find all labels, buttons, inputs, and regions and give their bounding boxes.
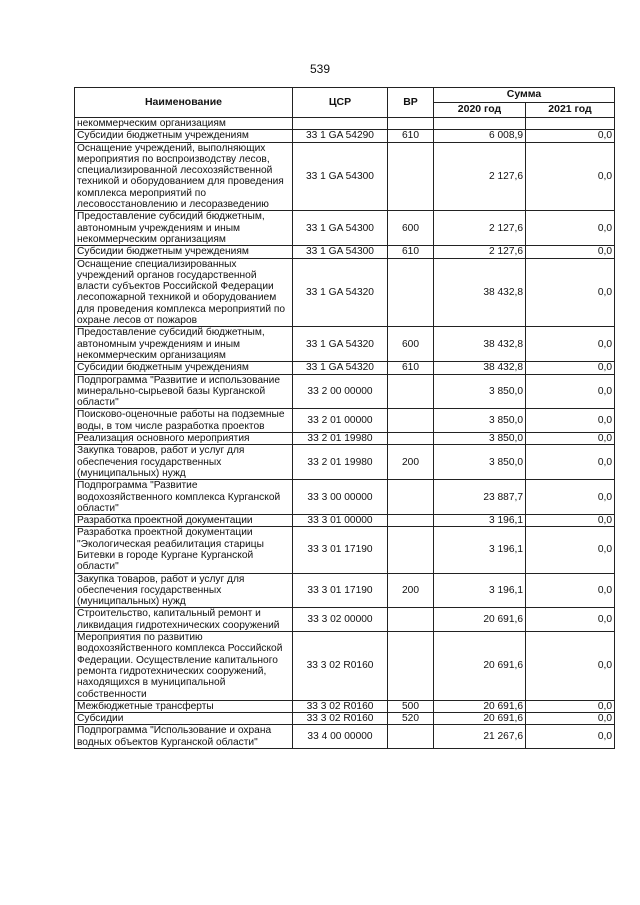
cell-2021: 0,0 xyxy=(526,515,615,527)
cell-name: Субсидии бюджетным учреждениям xyxy=(75,130,293,142)
cell-name: некоммерческим организациям xyxy=(75,118,293,130)
table-row xyxy=(75,327,615,362)
cell-2020: 2 127,6 xyxy=(434,246,526,258)
cell-name: Закупка товаров, работ и услуг для обеспечения государственных (муниципальных) нужд xyxy=(75,573,293,608)
cell-2021: 0,0 xyxy=(526,713,615,725)
cell-csr: 33 1 GA 54320 xyxy=(293,362,388,374)
cell-2020: 38 432,8 xyxy=(434,362,526,374)
cell-vr xyxy=(388,374,434,409)
cell-name: Поисково-оценочные работы на подземные воды, в том числе разработка проектов xyxy=(75,409,293,433)
cell-vr xyxy=(388,118,434,130)
table-row xyxy=(75,608,615,632)
cell-name: Мероприятия по развитию водохозяйственного комплекса Российской Федерации. Осуществление капитального ремонта гидротехнических сооружений, находящихся в муниципальной собственности xyxy=(75,632,293,701)
cell-vr xyxy=(388,608,434,632)
cell-2021: 0,0 xyxy=(526,409,615,433)
cell-2021: 0,0 xyxy=(526,246,615,258)
cell-2020: 3 196,1 xyxy=(434,527,526,573)
table-row xyxy=(75,142,615,211)
cell-csr: 33 2 01 00000 xyxy=(293,409,388,433)
table-row xyxy=(75,445,615,480)
cell-2020: 20 691,6 xyxy=(434,713,526,725)
header-vr: ВР xyxy=(388,88,434,118)
cell-vr: 610 xyxy=(388,246,434,258)
table-row xyxy=(75,725,615,749)
cell-name: Оснащение учреждений, выполняющих мероприятия по воспроизводству лесов, специализированной лесохозяйственной техникой и оборудованием для проведения комплекса мероприятий по лесовосстановлению и лесоразведению xyxy=(75,142,293,211)
cell-2021: 0,0 xyxy=(526,327,615,362)
cell-vr xyxy=(388,527,434,573)
cell-vr xyxy=(388,142,434,211)
cell-vr: 600 xyxy=(388,211,434,246)
cell-2020: 38 432,8 xyxy=(434,258,526,327)
table-header xyxy=(75,88,615,118)
cell-name: Разработка проектной документации xyxy=(75,515,293,527)
cell-name: Субсидии бюджетным учреждениям xyxy=(75,246,293,258)
cell-vr: 610 xyxy=(388,130,434,142)
table-row xyxy=(75,118,615,130)
cell-csr: 33 3 01 17190 xyxy=(293,527,388,573)
cell-csr: 33 3 01 00000 xyxy=(293,515,388,527)
cell-2020: 38 432,8 xyxy=(434,327,526,362)
cell-2021: 0,0 xyxy=(526,130,615,142)
cell-2021: 0,0 xyxy=(526,445,615,480)
cell-2020: 21 267,6 xyxy=(434,725,526,749)
cell-csr: 33 1 GA 54320 xyxy=(293,258,388,327)
cell-vr xyxy=(388,258,434,327)
header-name: Наименование xyxy=(75,88,293,118)
table-row xyxy=(75,700,615,712)
budget-table xyxy=(74,87,615,749)
cell-vr xyxy=(388,515,434,527)
cell-2020: 3 850,0 xyxy=(434,433,526,445)
cell-2020: 2 127,6 xyxy=(434,142,526,211)
cell-name: Реализация основного мероприятия xyxy=(75,433,293,445)
cell-name: Закупка товаров, работ и услуг для обеспечения государственных (муниципальных) нужд xyxy=(75,445,293,480)
cell-2021: 0,0 xyxy=(526,142,615,211)
table-row xyxy=(75,573,615,608)
table-row xyxy=(75,130,615,142)
cell-vr xyxy=(388,433,434,445)
cell-csr: 33 3 02 00000 xyxy=(293,608,388,632)
cell-csr: 33 4 00 00000 xyxy=(293,725,388,749)
header-year-2021: 2021 год xyxy=(526,103,615,118)
table-row xyxy=(75,713,615,725)
cell-vr: 520 xyxy=(388,713,434,725)
cell-csr: 33 3 02 R0160 xyxy=(293,713,388,725)
cell-2021: 0,0 xyxy=(526,211,615,246)
table-row xyxy=(75,515,615,527)
cell-2020: 20 691,6 xyxy=(434,700,526,712)
cell-csr: 33 2 01 19980 xyxy=(293,433,388,445)
cell-vr xyxy=(388,480,434,515)
cell-2021: 0,0 xyxy=(526,362,615,374)
cell-csr: 33 3 02 R0160 xyxy=(293,700,388,712)
cell-csr: 33 1 GA 54290 xyxy=(293,130,388,142)
cell-2021: 0,0 xyxy=(526,632,615,701)
cell-csr: 33 1 GA 54300 xyxy=(293,211,388,246)
cell-2020: 3 196,1 xyxy=(434,573,526,608)
table-row xyxy=(75,632,615,701)
cell-name: Разработка проектной документации "Экологическая реабилитация старицы Битевки в городе Кургане Курганской области" xyxy=(75,527,293,573)
table-row xyxy=(75,258,615,327)
cell-2020: 3 850,0 xyxy=(434,374,526,409)
cell-name: Подпрограмма "Развитие и использование минерально-сырьевой базы Курганской области" xyxy=(75,374,293,409)
cell-name: Подпрограмма "Использование и охрана водных объектов Курганской области" xyxy=(75,725,293,749)
page-number: 539 xyxy=(309,62,331,76)
cell-2020: 3 196,1 xyxy=(434,515,526,527)
cell-name: Межбюджетные трансферты xyxy=(75,700,293,712)
header-year-2020: 2020 год xyxy=(434,103,526,118)
cell-2020 xyxy=(434,118,526,130)
cell-2020: 20 691,6 xyxy=(434,632,526,701)
cell-2021 xyxy=(526,118,615,130)
table-row xyxy=(75,409,615,433)
cell-vr: 200 xyxy=(388,573,434,608)
cell-vr: 610 xyxy=(388,362,434,374)
cell-csr xyxy=(293,118,388,130)
cell-name: Субсидии xyxy=(75,713,293,725)
cell-2020: 23 887,7 xyxy=(434,480,526,515)
table-row xyxy=(75,480,615,515)
cell-2021: 0,0 xyxy=(526,480,615,515)
cell-name: Строительство, капитальный ремонт и ликвидация гидротехнических сооружений xyxy=(75,608,293,632)
table-row xyxy=(75,362,615,374)
cell-2020: 3 850,0 xyxy=(434,445,526,480)
cell-csr: 33 3 01 17190 xyxy=(293,573,388,608)
cell-name: Предоставление субсидий бюджетным, автономным учреждениям и иным некоммерческим организациям xyxy=(75,211,293,246)
header-sum: Сумма xyxy=(434,88,615,103)
cell-2021: 0,0 xyxy=(526,374,615,409)
table-body xyxy=(75,118,615,749)
cell-2021: 0,0 xyxy=(526,258,615,327)
cell-csr: 33 2 00 00000 xyxy=(293,374,388,409)
cell-csr: 33 3 02 R0160 xyxy=(293,632,388,701)
cell-csr: 33 1 GA 54300 xyxy=(293,246,388,258)
cell-name: Предоставление субсидий бюджетным, автономным учреждениям и иным некоммерческим организациям xyxy=(75,327,293,362)
cell-2021: 0,0 xyxy=(526,700,615,712)
cell-name: Подпрограмма "Развитие водохозяйственного комплекса Курганской области" xyxy=(75,480,293,515)
cell-csr: 33 1 GA 54320 xyxy=(293,327,388,362)
cell-vr: 500 xyxy=(388,700,434,712)
cell-2021: 0,0 xyxy=(526,433,615,445)
table-row xyxy=(75,211,615,246)
cell-2020: 3 850,0 xyxy=(434,409,526,433)
cell-name: Оснащение специализированных учреждений органов государственной власти субъектов Российской Федерации лесопожарной техникой и оборудованием для проведения комплекса мероприятий по охране лесов от пожаров xyxy=(75,258,293,327)
cell-csr: 33 3 00 00000 xyxy=(293,480,388,515)
cell-2021: 0,0 xyxy=(526,527,615,573)
cell-2021: 0,0 xyxy=(526,725,615,749)
cell-2021: 0,0 xyxy=(526,573,615,608)
cell-2020: 2 127,6 xyxy=(434,211,526,246)
cell-vr: 600 xyxy=(388,327,434,362)
cell-vr xyxy=(388,725,434,749)
cell-2020: 20 691,6 xyxy=(434,608,526,632)
cell-csr: 33 1 GA 54300 xyxy=(293,142,388,211)
header-csr: ЦСР xyxy=(293,88,388,118)
cell-2021: 0,0 xyxy=(526,608,615,632)
table-row xyxy=(75,246,615,258)
table-row xyxy=(75,527,615,573)
cell-csr: 33 2 01 19980 xyxy=(293,445,388,480)
cell-vr xyxy=(388,409,434,433)
cell-name: Субсидии бюджетным учреждениям xyxy=(75,362,293,374)
table-row xyxy=(75,374,615,409)
cell-2020: 6 008,9 xyxy=(434,130,526,142)
cell-vr: 200 xyxy=(388,445,434,480)
cell-vr xyxy=(388,632,434,701)
table-row xyxy=(75,433,615,445)
